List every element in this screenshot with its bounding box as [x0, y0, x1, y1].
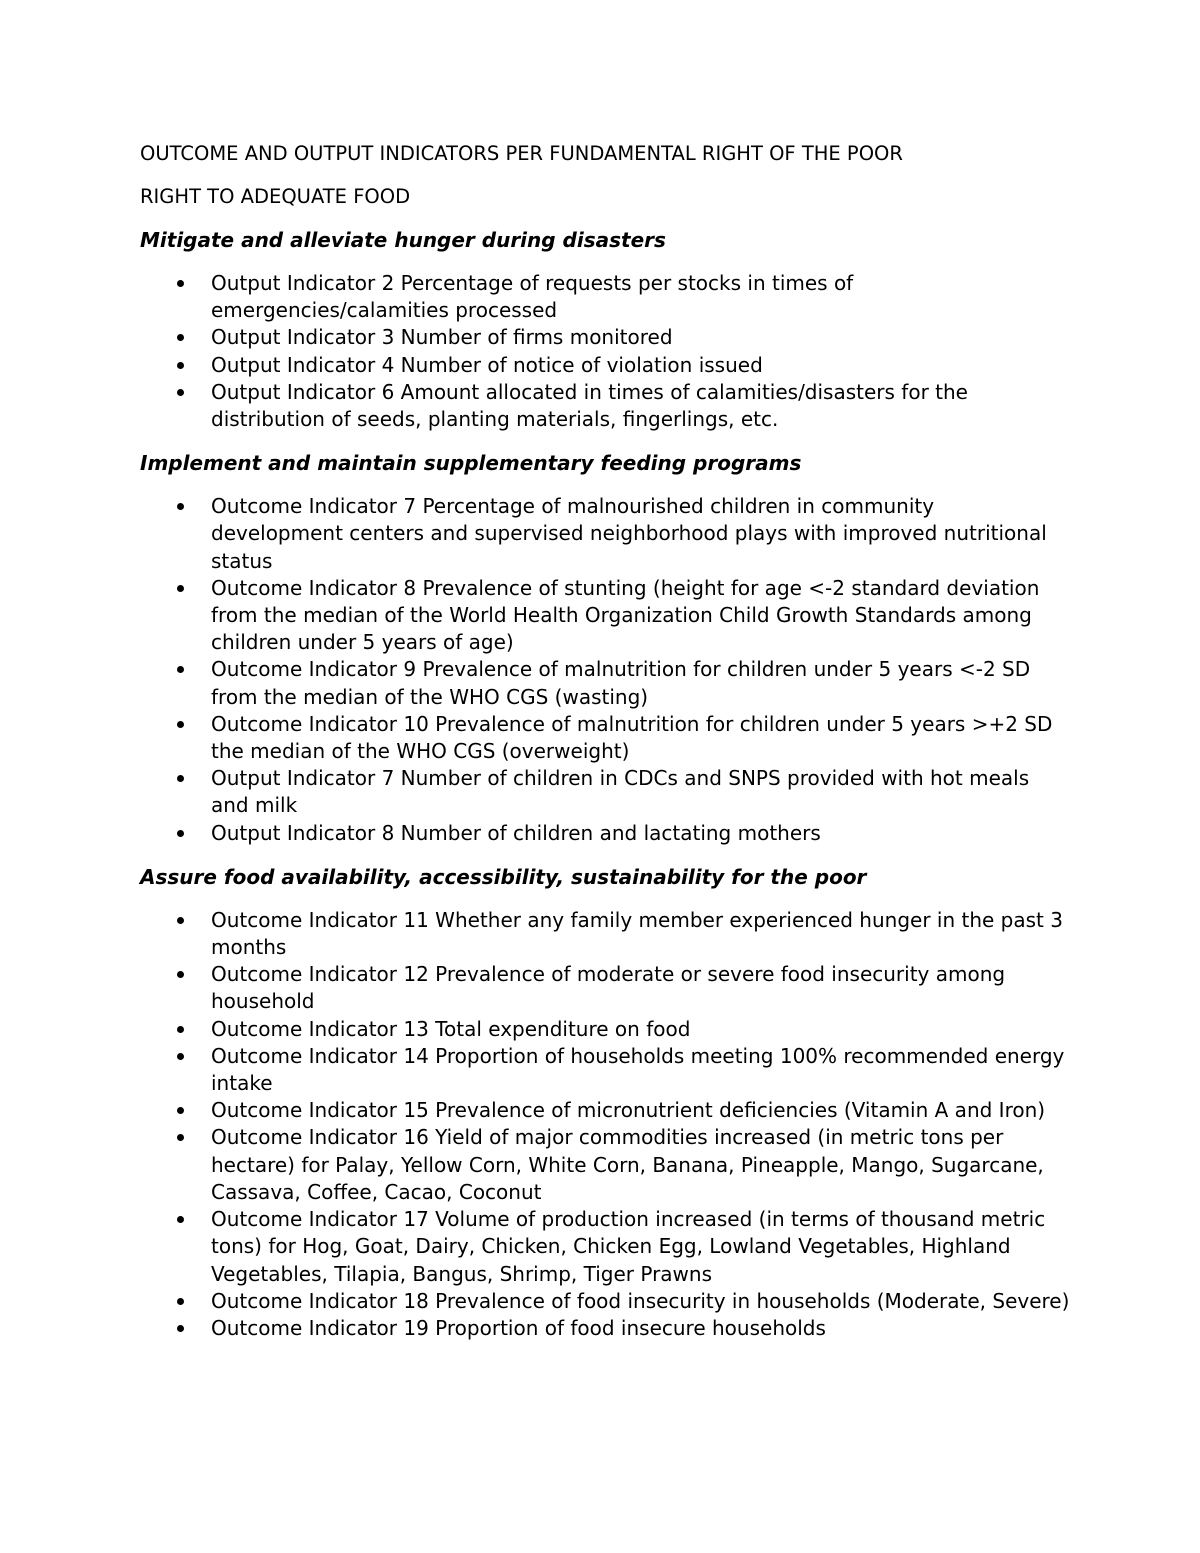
list-item	[140, 270, 1070, 324]
bullet-icon	[177, 503, 184, 510]
bullet-icon	[177, 1298, 184, 1305]
indicator-list	[140, 270, 1070, 433]
list-item-text: Outcome Indicator 9 Prevalence of malnutrition for children under 5 years <-2 SD from the median of the WHO CGS (wasting)	[211, 657, 1031, 709]
list-item-text: Outcome Indicator 17 Volume of production increased (in terms of thousand metric tons) for Hog, Goat, Dairy, Chicken, Chicken Egg, Lowland Vegetables, Highland Vegetables, Tilapia, Bangus, Shrimp, Tiger Prawns	[211, 1207, 1046, 1286]
list-item	[140, 961, 1070, 1015]
list-item-text: Output Indicator 3 Number of firms monitored	[211, 325, 673, 350]
section-heading: Implement and maintain supplementary feeding programs	[140, 451, 802, 476]
list-item-text: Output Indicator 8 Number of children and lactating mothers	[211, 820, 821, 845]
list-item-text: Output Indicator 2 Percentage of requests per stocks in times of emergencies/calamities processed	[211, 271, 854, 323]
list-item-text: Output Indicator 7 Number of children in CDCs and SNPS provided with hot meals and milk	[211, 766, 1030, 818]
section-food-availability	[140, 864, 1070, 1342]
list-item	[140, 1315, 1070, 1342]
bullet-icon	[177, 721, 184, 728]
list-item-text: Output Indicator 6 Amount allocated in times of calamities/disasters for the distribution of seeds, planting materials, fingerlings, etc.	[211, 379, 968, 432]
list-item	[140, 656, 1070, 710]
bullet-icon	[177, 971, 184, 978]
indicator-list	[140, 493, 1070, 847]
bullet-icon	[177, 389, 184, 396]
bullet-icon	[177, 1026, 184, 1033]
bullet-icon	[177, 585, 184, 592]
indicator-list	[140, 907, 1070, 1342]
document-subtitle: RIGHT TO ADEQUATE FOOD	[140, 185, 411, 208]
list-item	[140, 1124, 1070, 1206]
bullet-icon	[177, 1325, 184, 1332]
list-item	[140, 907, 1070, 961]
list-item-text: Outcome Indicator 12 Prevalence of moderate or severe food insecurity among household	[211, 962, 1006, 1014]
list-item	[140, 1288, 1070, 1315]
list-item-text: Output Indicator 4 Number of notice of violation issued	[211, 352, 763, 377]
list-item	[140, 1016, 1070, 1043]
list-item-text: Outcome Indicator 15 Prevalence of micronutrient deficiencies (Vitamin A and Iron)	[211, 1098, 1046, 1123]
list-item-text: Outcome Indicator 14 Proportion of households meeting 100% recommended energy intake	[211, 1043, 1065, 1096]
bullet-icon	[177, 917, 184, 924]
list-item-text: Outcome Indicator 16 Yield of major commodities increased (in metric tons per hectare) for Palay, Yellow Corn, White Corn, Banana, Pineapple, Mango, Sugarcane, Cassava, Coffee, Cacao, Coconut	[211, 1125, 1044, 1204]
list-item	[140, 1097, 1070, 1124]
list-item	[140, 352, 1070, 379]
list-item-text: Outcome Indicator 8 Prevalence of stunting (height for age <-2 standard deviation from the median of the World Health Organization Child Growth Standards among children under 5 years of age)	[211, 575, 1040, 655]
bullet-icon	[177, 775, 184, 782]
bullet-icon	[177, 334, 184, 341]
section-feeding-programs	[140, 450, 1070, 847]
list-item	[140, 765, 1070, 819]
list-item	[140, 711, 1070, 765]
list-item-text: Outcome Indicator 13 Total expenditure on food	[211, 1016, 691, 1041]
document-title: OUTCOME AND OUTPUT INDICATORS PER FUNDAMENTAL RIGHT OF THE POOR	[140, 142, 903, 165]
list-item	[140, 324, 1070, 351]
section-heading: Assure food availability, accessibility, sustainability for the poor	[140, 864, 867, 889]
list-item-text: Outcome Indicator 11 Whether any family member experienced hunger in the past 3 months	[211, 907, 1063, 960]
list-item-text: Outcome Indicator 19 Proportion of food insecure households	[211, 1315, 826, 1340]
bullet-icon	[177, 280, 184, 287]
list-item-text: Outcome Indicator 18 Prevalence of food insecurity in households (Moderate, Severe)	[211, 1288, 1070, 1313]
bullet-icon	[177, 1053, 184, 1060]
bullet-icon	[177, 1216, 184, 1223]
list-item	[140, 575, 1070, 657]
list-item	[140, 820, 1070, 847]
list-item	[140, 379, 1070, 433]
bullet-icon	[177, 362, 184, 369]
list-item	[140, 1206, 1070, 1288]
list-item	[140, 1043, 1070, 1097]
bullet-icon	[177, 666, 184, 673]
list-item	[140, 493, 1070, 575]
list-item-text: Outcome Indicator 10 Prevalence of malnutrition for children under 5 years >+2 SD the median of the WHO CGS (overweight)	[211, 711, 1053, 764]
document-page	[140, 141, 1070, 1359]
list-item-text: Outcome Indicator 7 Percentage of malnourished children in community development centers and supervised neighborhood plays with improved nutritional status	[211, 494, 1047, 573]
bullet-icon	[177, 1107, 184, 1114]
section-disasters	[140, 227, 1070, 433]
bullet-icon	[177, 1134, 184, 1141]
bullet-icon	[177, 830, 184, 837]
section-heading: Mitigate and alleviate hunger during disasters	[140, 228, 666, 252]
